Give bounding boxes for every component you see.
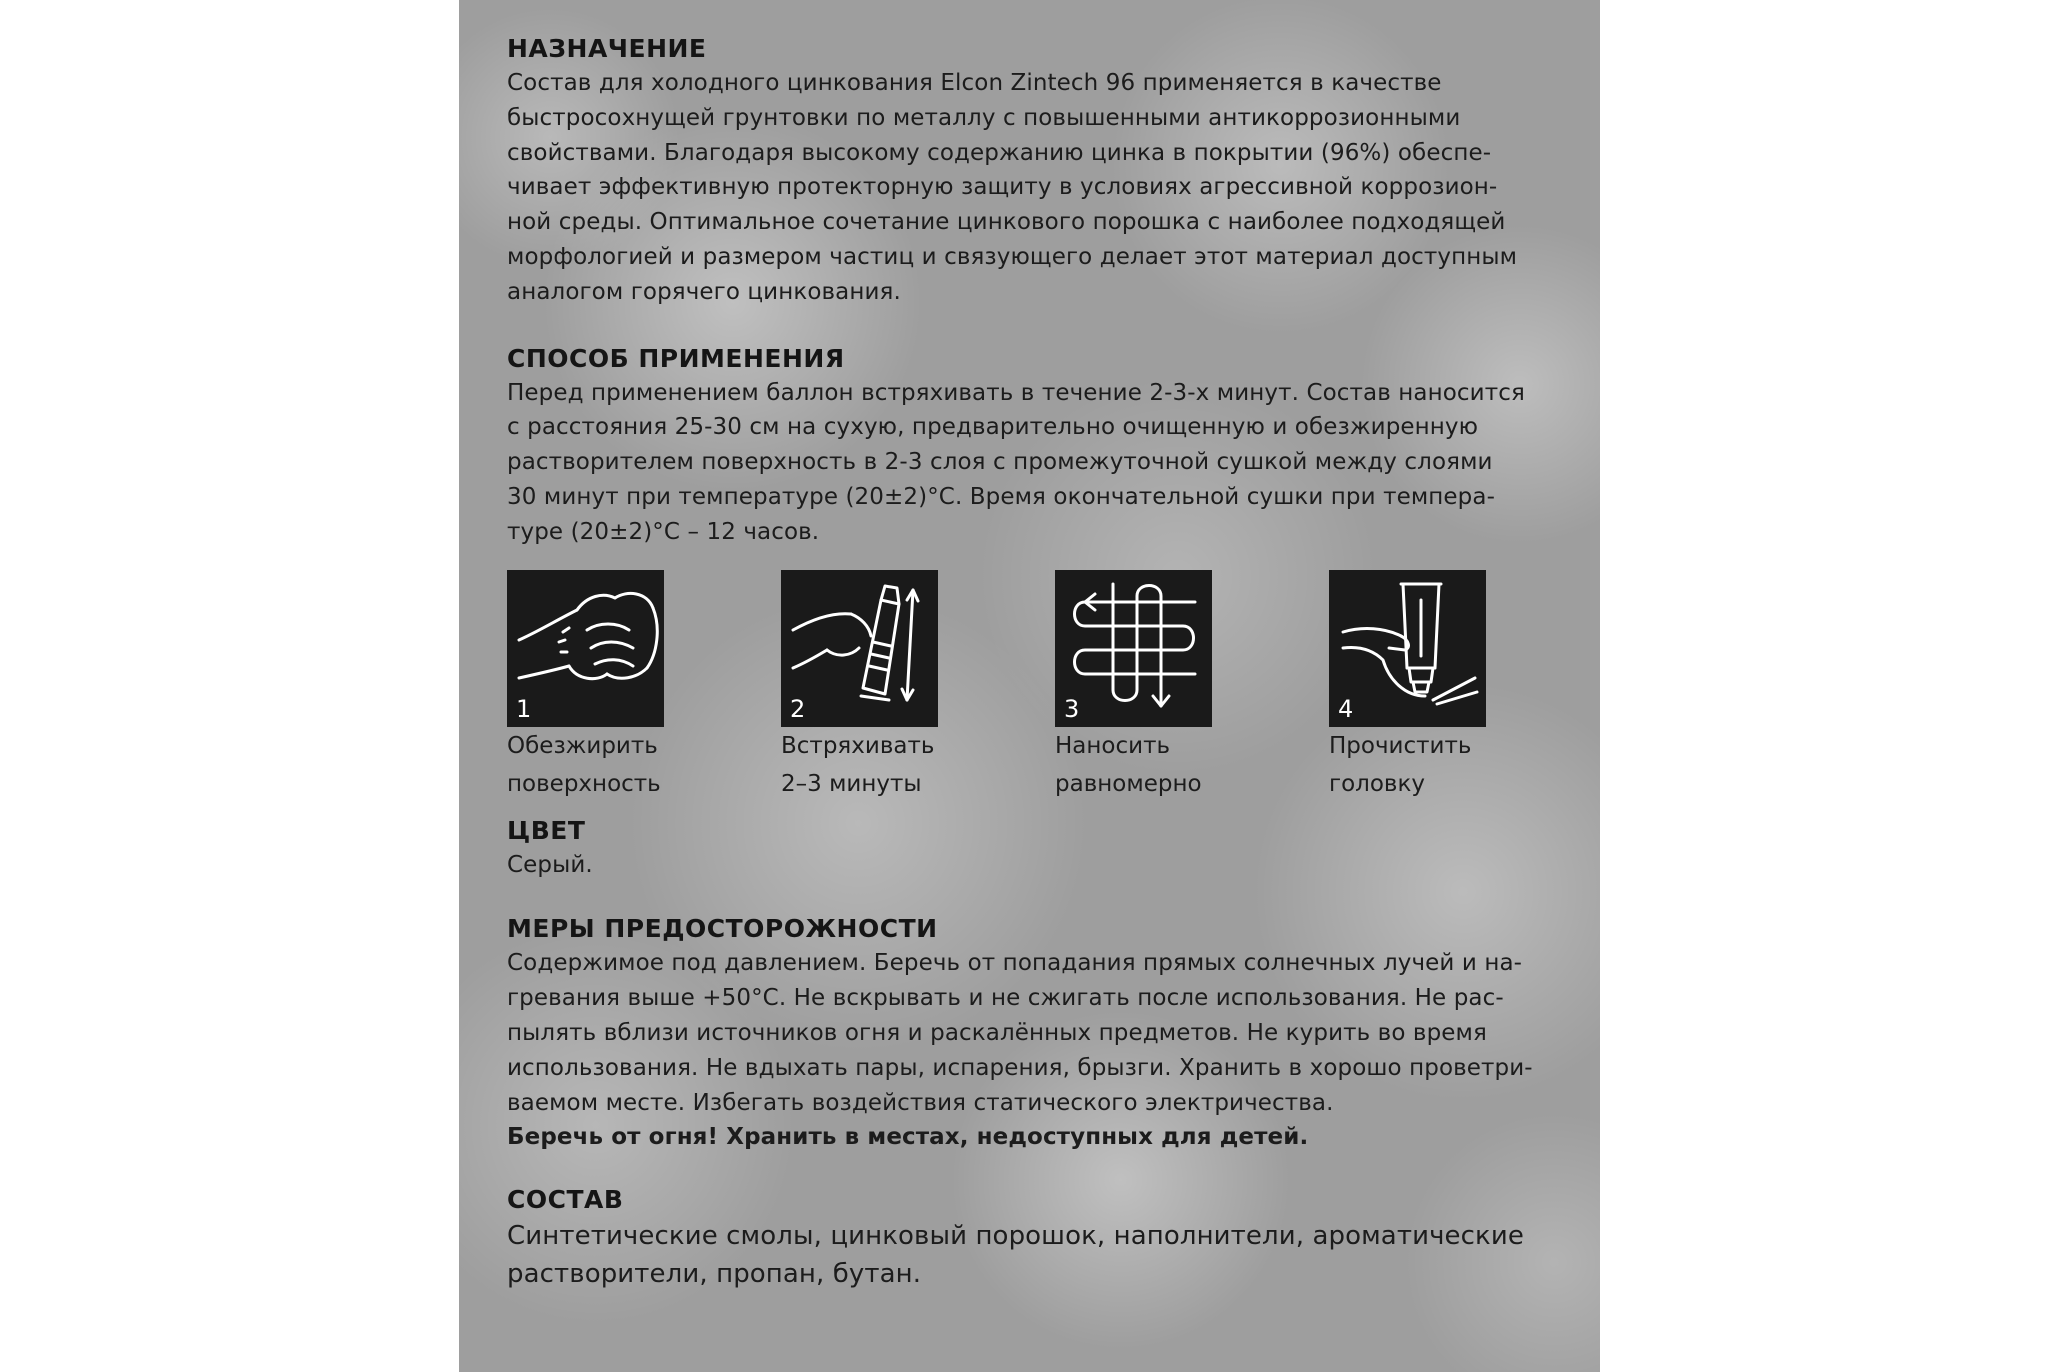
composition-line: растворители, пропан, бутан. — [507, 1259, 922, 1290]
application-text — [507, 376, 1557, 550]
composition-heading: СОСТАВ — [507, 1185, 624, 1215]
step-caption-line: Прочистить — [1329, 732, 1472, 759]
step-caption-line: головку — [1329, 770, 1425, 797]
precautions-line: гревания выше +50°С. Не вскрывать и не сжигать после использования. Не рас- — [507, 985, 1504, 1012]
composition-text — [507, 1217, 1557, 1293]
precautions-line: пылять вблизи источников огня и раскалённых предметов. Не курить во время — [507, 1019, 1487, 1046]
purpose-line: ной среды. Оптимальное сочетание цинкового порошка с наиболее подходящей — [507, 209, 1506, 236]
step-2 — [781, 570, 1011, 803]
composition-line: Синтетические смолы, цинковый порошок, наполнители, ароматические — [507, 1221, 1524, 1252]
label-panel — [459, 0, 1600, 1372]
precautions-line: Содержимое под давлением. Беречь от попадания прямых солнечных лучей и на- — [507, 950, 1523, 977]
step-number: 1 — [516, 694, 532, 723]
application-line: Перед применением баллон встряхивать в течение 2-3-х минут. Состав наносится — [507, 379, 1525, 406]
step-number: 3 — [1064, 694, 1080, 723]
step-number: 2 — [790, 694, 806, 723]
purpose-line: морфологией и размером частиц и связующего делает этот материал доступным — [507, 243, 1518, 270]
step-caption-line: равномерно — [1055, 770, 1202, 797]
purpose-line: быстросохнущей грунтовки по металлу с повышенными антикоррозионными — [507, 104, 1461, 131]
purpose-line: Состав для холодного цинкования Elcon Zintech 96 применяется в качестве — [507, 70, 1442, 96]
purpose-line: чивает эффективную протекторную защиту в условиях агрессивной коррозион- — [507, 174, 1498, 201]
clean-nozzle-icon — [1329, 570, 1486, 727]
step-caption-line: Встряхивать — [781, 732, 935, 759]
purpose-line: свойствами. Благодаря высокому содержанию цинка в покрытии (96%) обеспе- — [507, 139, 1492, 166]
step-caption — [507, 727, 737, 803]
precautions-line: ваемом месте. Избегать воздействия статического электричества. — [507, 1089, 1334, 1116]
step-3 — [1055, 570, 1285, 803]
step-caption — [1055, 727, 1285, 803]
application-line: 30 минут при температуре (20±2)°С. Время окончательной сушки при темпера- — [507, 483, 1495, 510]
step-1 — [507, 570, 737, 803]
application-line: растворителем поверхность в 2-3 слоя с промежуточной сушкой между слоями — [507, 449, 1493, 476]
color-text: Серый. — [507, 851, 593, 878]
hand-degrease-icon — [507, 570, 664, 727]
shake-can-icon — [781, 570, 938, 727]
application-line: с расстояния 25-30 см на сухую, предварительно очищенную и обезжиренную — [507, 414, 1479, 441]
precautions-text — [507, 946, 1557, 1155]
step-caption-line: 2–3 минуты — [781, 770, 922, 797]
purpose-heading: НАЗНАЧЕНИЕ — [507, 34, 707, 63]
spray-pattern-icon — [1055, 570, 1212, 727]
purpose-text — [507, 66, 1557, 310]
application-line: туре (20±2)°С – 12 часов. — [507, 518, 820, 545]
step-caption — [781, 727, 1011, 803]
color-heading: ЦВЕТ — [507, 815, 586, 845]
label-content — [507, 32, 1557, 1293]
application-heading: СПОСОБ ПРИМЕНЕНИЯ — [507, 343, 845, 373]
precautions-line: использования. Не вдыхать пары, испарения, брызги. Хранить в хорошо проветри- — [507, 1054, 1533, 1081]
step-caption-line: Наносить — [1055, 732, 1171, 759]
step-caption-line: Обезжирить — [507, 732, 658, 759]
step-number: 4 — [1338, 694, 1354, 723]
step-4 — [1329, 570, 1559, 803]
application-steps — [507, 570, 1557, 810]
step-caption — [1329, 727, 1559, 803]
precautions-warning: Беречь от огня! Хранить в местах, недоступных для детей. — [507, 1124, 1309, 1151]
purpose-line: аналогом горячего цинкования. — [507, 278, 901, 305]
precautions-heading: МЕРЫ ПРЕДОСТОРОЖНОСТИ — [507, 914, 938, 944]
step-caption-line: поверхность — [507, 770, 661, 797]
